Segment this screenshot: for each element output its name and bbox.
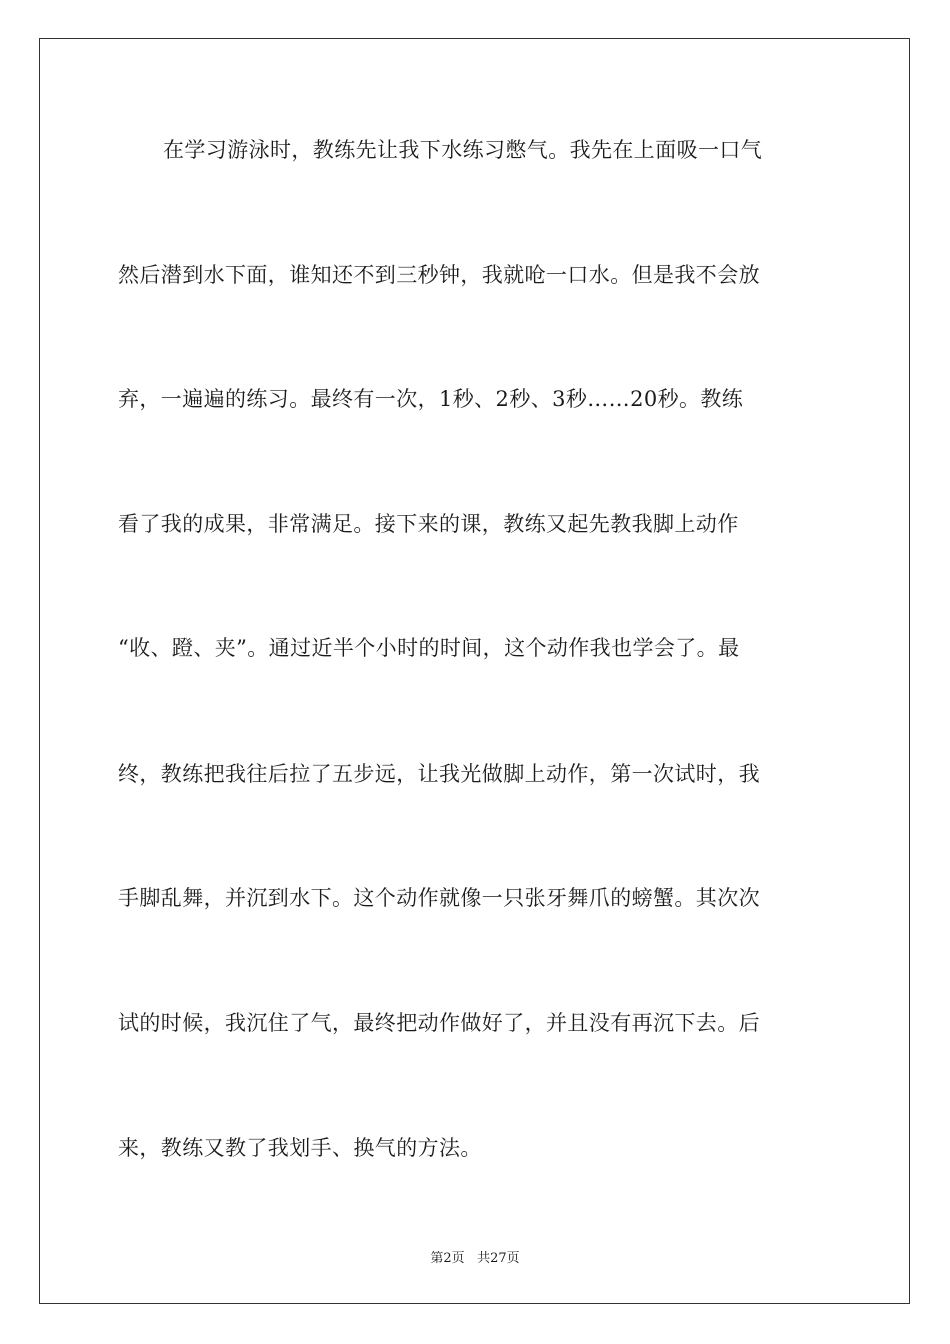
paragraph-line-2: 然后潜到水下面，谁知还不到三秒钟，我就呛一口水。但是我不会放: [118, 263, 760, 287]
paragraph-line-8: 试的时候，我沉住了气，最终把动作做好了，并且没有再沉下去。后: [118, 1011, 760, 1035]
page-footer: [0, 1247, 950, 1266]
paragraph-line-9: 来，教练又教了我划手、换气的方法。: [118, 1136, 482, 1160]
paragraph-line-1: 在学习游泳时，教练先让我下水练习憋气。我先在上面吸一口气: [163, 138, 763, 162]
page-total: 共27页: [477, 1251, 520, 1266]
paragraph-line-5: “收、蹬、夹”。通过近半个小时的时间，这个动作我也学会了。最: [118, 636, 740, 660]
page-border: [39, 38, 910, 1304]
paragraph-line-6: 终，教练把我往后拉了五步远，让我光做脚上动作，第一次试时，我: [118, 762, 760, 786]
page-number: 第2页: [430, 1251, 465, 1266]
paragraph-line-7: 手脚乱舞，并沉到水下。这个动作就像一只张牙舞爪的螃蟹。其次次: [118, 886, 760, 910]
paragraph-line-4: 看了我的成果，非常满足。接下来的课，教练又起先教我脚上动作: [118, 512, 739, 536]
paragraph-line-3: 弃，一遍遍的练习。最终有一次，1秒、2秒、3秒……20秒。教练: [118, 387, 744, 411]
